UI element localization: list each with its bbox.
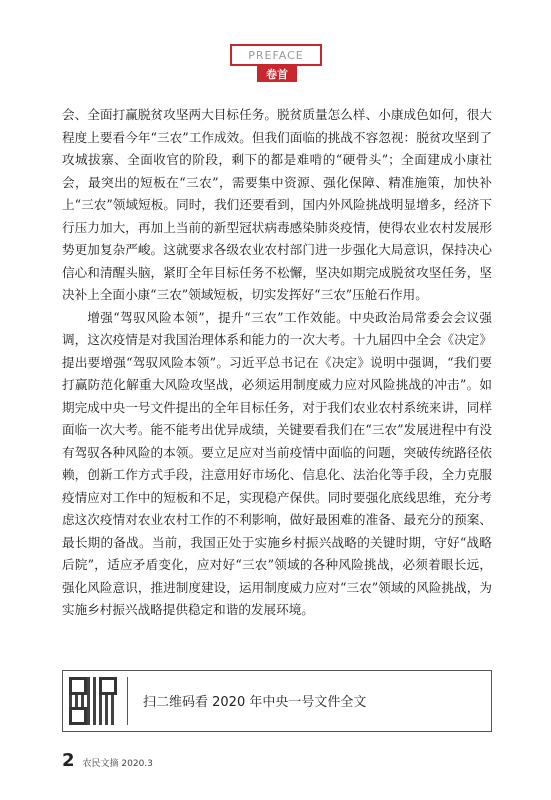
article-body	[62, 104, 492, 622]
qr-label: 扫二维码看 2020 年中央一号文件全文	[143, 695, 367, 710]
publication-info: 农民文摘 2020.3	[82, 759, 153, 769]
page-footer	[62, 750, 153, 771]
page-number: 2	[62, 750, 75, 771]
qr-finder-icon	[69, 707, 87, 725]
preface-badge-label	[257, 65, 297, 82]
preface-badge	[230, 44, 322, 84]
preface-badge-frame	[230, 44, 322, 66]
preface-badge-cn: 卷首	[266, 67, 288, 81]
qr-finder-icon	[99, 677, 117, 695]
paragraph-2: 增强“驾驭风险本领”，提升“三农”工作效能。中央政治局常委会会议强调，这次疫情是对我国治理体系和能力的一次大考。十九届四中全会《决定》提出要增强“驾驭风险本领”。习近平总书记在《决定》说明中强调，“我们要打赢防范化解重大风险攻坚战，必须运用制度威力应对风险挑战的冲击”。如期完成中央一号文件提出的全年目标任务，对于我们农业农村系统来讲，同样面临一次大考。能不能考出优异成绩，关键要看我们在“三农”发展进程中有没有驾驭各种风险的本领。要立足应对当前疫情中面临的问题，突破传统路径依赖，创新工作方式手段，注意用好市场化、信息化、法治化等手段，全力克服疫情应对工作中的短板和不足，实现稳产保供。同时要强化底线思维，充分考虑这次疫情对农业农村工作的不利影响，做好最困难的准备、最充分的预案、最长期的备战。当前，我国正处于实施乡村振兴战略的关键时期，守好“战略后院”，适应矛盾变化，应对好“三农”领域的各种风险挑战，必须着眼长远，强化风险意识，推进制度建设，运用制度威力应对“三农”领域的风险挑战，为实施乡村振兴战略提供稳定和谐的发展环境。	[62, 309, 492, 617]
preface-badge-en: PREFACE	[248, 48, 304, 62]
qr-code-icon[interactable]	[69, 677, 117, 725]
qr-finder-icon	[69, 677, 87, 695]
qr-callout-box	[62, 670, 492, 732]
qr-divider	[127, 677, 128, 725]
paragraph-1: 会、全面打赢脱贫攻坚两大目标任务。脱贫质量怎么样、小康成色如何，很大程度上要看今年“三农”工作成效。但我们面临的挑战不容忽视：脱贫攻坚到了攻城拔寨、全面收官的阶段，剩下的都是难啃的“硬骨头”；全面建成小康社会，最突出的短板在“三农”，需要集中资源、强化保障、精准施策，加快补上“三农”领域短板。同时，我们还要看到，国内外风险挑战明显增多，经济下行压力加大，再加上当前的新型冠状病毒感染肺炎疫情，使得农业农村发展形势更加复杂严峻。这就要求各级农业农村部门进一步强化大局意识，保持决心信心和清醒头脑，紧盯全年目标任务不松懈，坚决如期完成脱贫攻坚任务，坚决补上全面小康“三农”领域短板，切实发挥好“三农”压舱石作用。	[62, 107, 492, 302]
